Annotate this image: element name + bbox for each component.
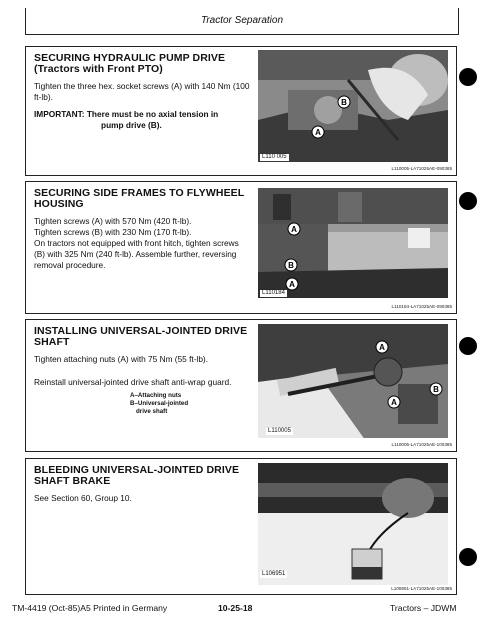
callout-b: B xyxy=(288,261,294,270)
instruction-text: Tighten attaching nuts (A) with 75 Nm (55 ft-lb). xyxy=(34,354,208,364)
page-number: 10-25-18 xyxy=(218,603,253,613)
callout-b: B xyxy=(433,385,439,394)
section-tab-marker xyxy=(459,192,477,210)
footer-right: Tractors – JDWM xyxy=(390,603,457,613)
important-lead: There must be no axial tension in xyxy=(86,109,219,119)
important-body: pump drive (B). xyxy=(101,120,162,130)
figure-reference: L110005-LA71025AE-100385 xyxy=(391,442,452,447)
callout-a: A xyxy=(289,280,295,289)
photo-illustration xyxy=(258,463,448,585)
section-tab-marker xyxy=(459,337,477,355)
callout-a: A xyxy=(315,128,321,137)
photo-illustration xyxy=(258,324,448,438)
section-heading: SECURING SIDE FRAMES TO FLYWHEEL HOUSING xyxy=(34,187,245,210)
photo-id: L106951 xyxy=(262,571,286,577)
callout-a: A xyxy=(391,398,397,407)
instruction-text: Tighten the three hex. socket screws (A) with 140 Nm (100 ft-lb). xyxy=(34,81,250,102)
section-hydraulic-pump-drive xyxy=(25,46,457,176)
callout-b: B xyxy=(341,98,347,107)
section-tab-marker xyxy=(459,68,477,86)
important-label: IMPORTANT: xyxy=(34,109,85,119)
section-text xyxy=(34,465,252,510)
footer-left: TM-4419 (Oct-85)A5 Printed in Germany xyxy=(12,603,168,613)
instruction-text: Reinstall universal-jointed drive shaft anti-wrap guard. xyxy=(34,377,232,387)
page-header xyxy=(25,8,459,35)
section-heading: SECURING HYDRAULIC PUMP DRIVE (Tractors with Front PTO) xyxy=(34,52,226,75)
section-drive-shaft-brake xyxy=(25,458,457,595)
instruction-line: On tractors not equipped with front hitch, tighten screws (B) with 325 Nm (240 ft-lb). Assemble further, reversing removal procedure. xyxy=(34,238,239,270)
figure-reference: L110005-LA71025AE-090385 xyxy=(391,166,452,171)
section-drive-shaft xyxy=(25,319,457,452)
legend-item: A–Attaching nuts xyxy=(130,392,182,399)
figure-legend xyxy=(130,392,252,416)
instruction-line: Tighten screws (B) with 230 Nm (170 ft-lb). xyxy=(34,227,192,237)
section-heading: INSTALLING UNIVERSAL-JOINTED DRIVE SHAFT xyxy=(34,325,248,348)
callout-a: A xyxy=(291,225,297,234)
photo-id: L110005 xyxy=(268,428,291,434)
legend-item: B–Universal-jointed xyxy=(130,400,189,407)
section-text xyxy=(34,53,252,137)
photo-id: L110 005 xyxy=(262,154,287,160)
photo-id: L110184 xyxy=(262,290,285,296)
section-tab-marker xyxy=(459,548,477,566)
instruction-text xyxy=(34,216,252,271)
section-heading: BLEEDING UNIVERSAL-JOINTED DRIVE SHAFT BRAKE xyxy=(34,464,240,487)
instruction-line: Tighten screws (A) with 570 Nm (420 ft-lb). xyxy=(34,216,192,226)
important-note xyxy=(34,109,252,131)
photo-drive-shaft xyxy=(258,324,448,438)
photo-illustration xyxy=(258,188,448,298)
section-text xyxy=(34,188,252,271)
photo-brake-bleeding xyxy=(258,463,448,585)
legend-item: drive shaft xyxy=(136,408,168,415)
figure-reference: L110184-LA71025AE-090385 xyxy=(391,304,452,309)
figure-reference: L106951-LA71025AE-100385 xyxy=(391,586,452,591)
instruction-text: See Section 60, Group 10. xyxy=(34,493,132,503)
photo-illustration xyxy=(258,50,448,162)
photo-hydraulic-pump xyxy=(258,50,448,162)
section-text xyxy=(34,326,252,416)
section-side-frames xyxy=(25,181,457,314)
section-title: Tractor Separation xyxy=(200,15,284,26)
callout-a: A xyxy=(379,343,385,352)
photo-side-frames xyxy=(258,188,448,298)
